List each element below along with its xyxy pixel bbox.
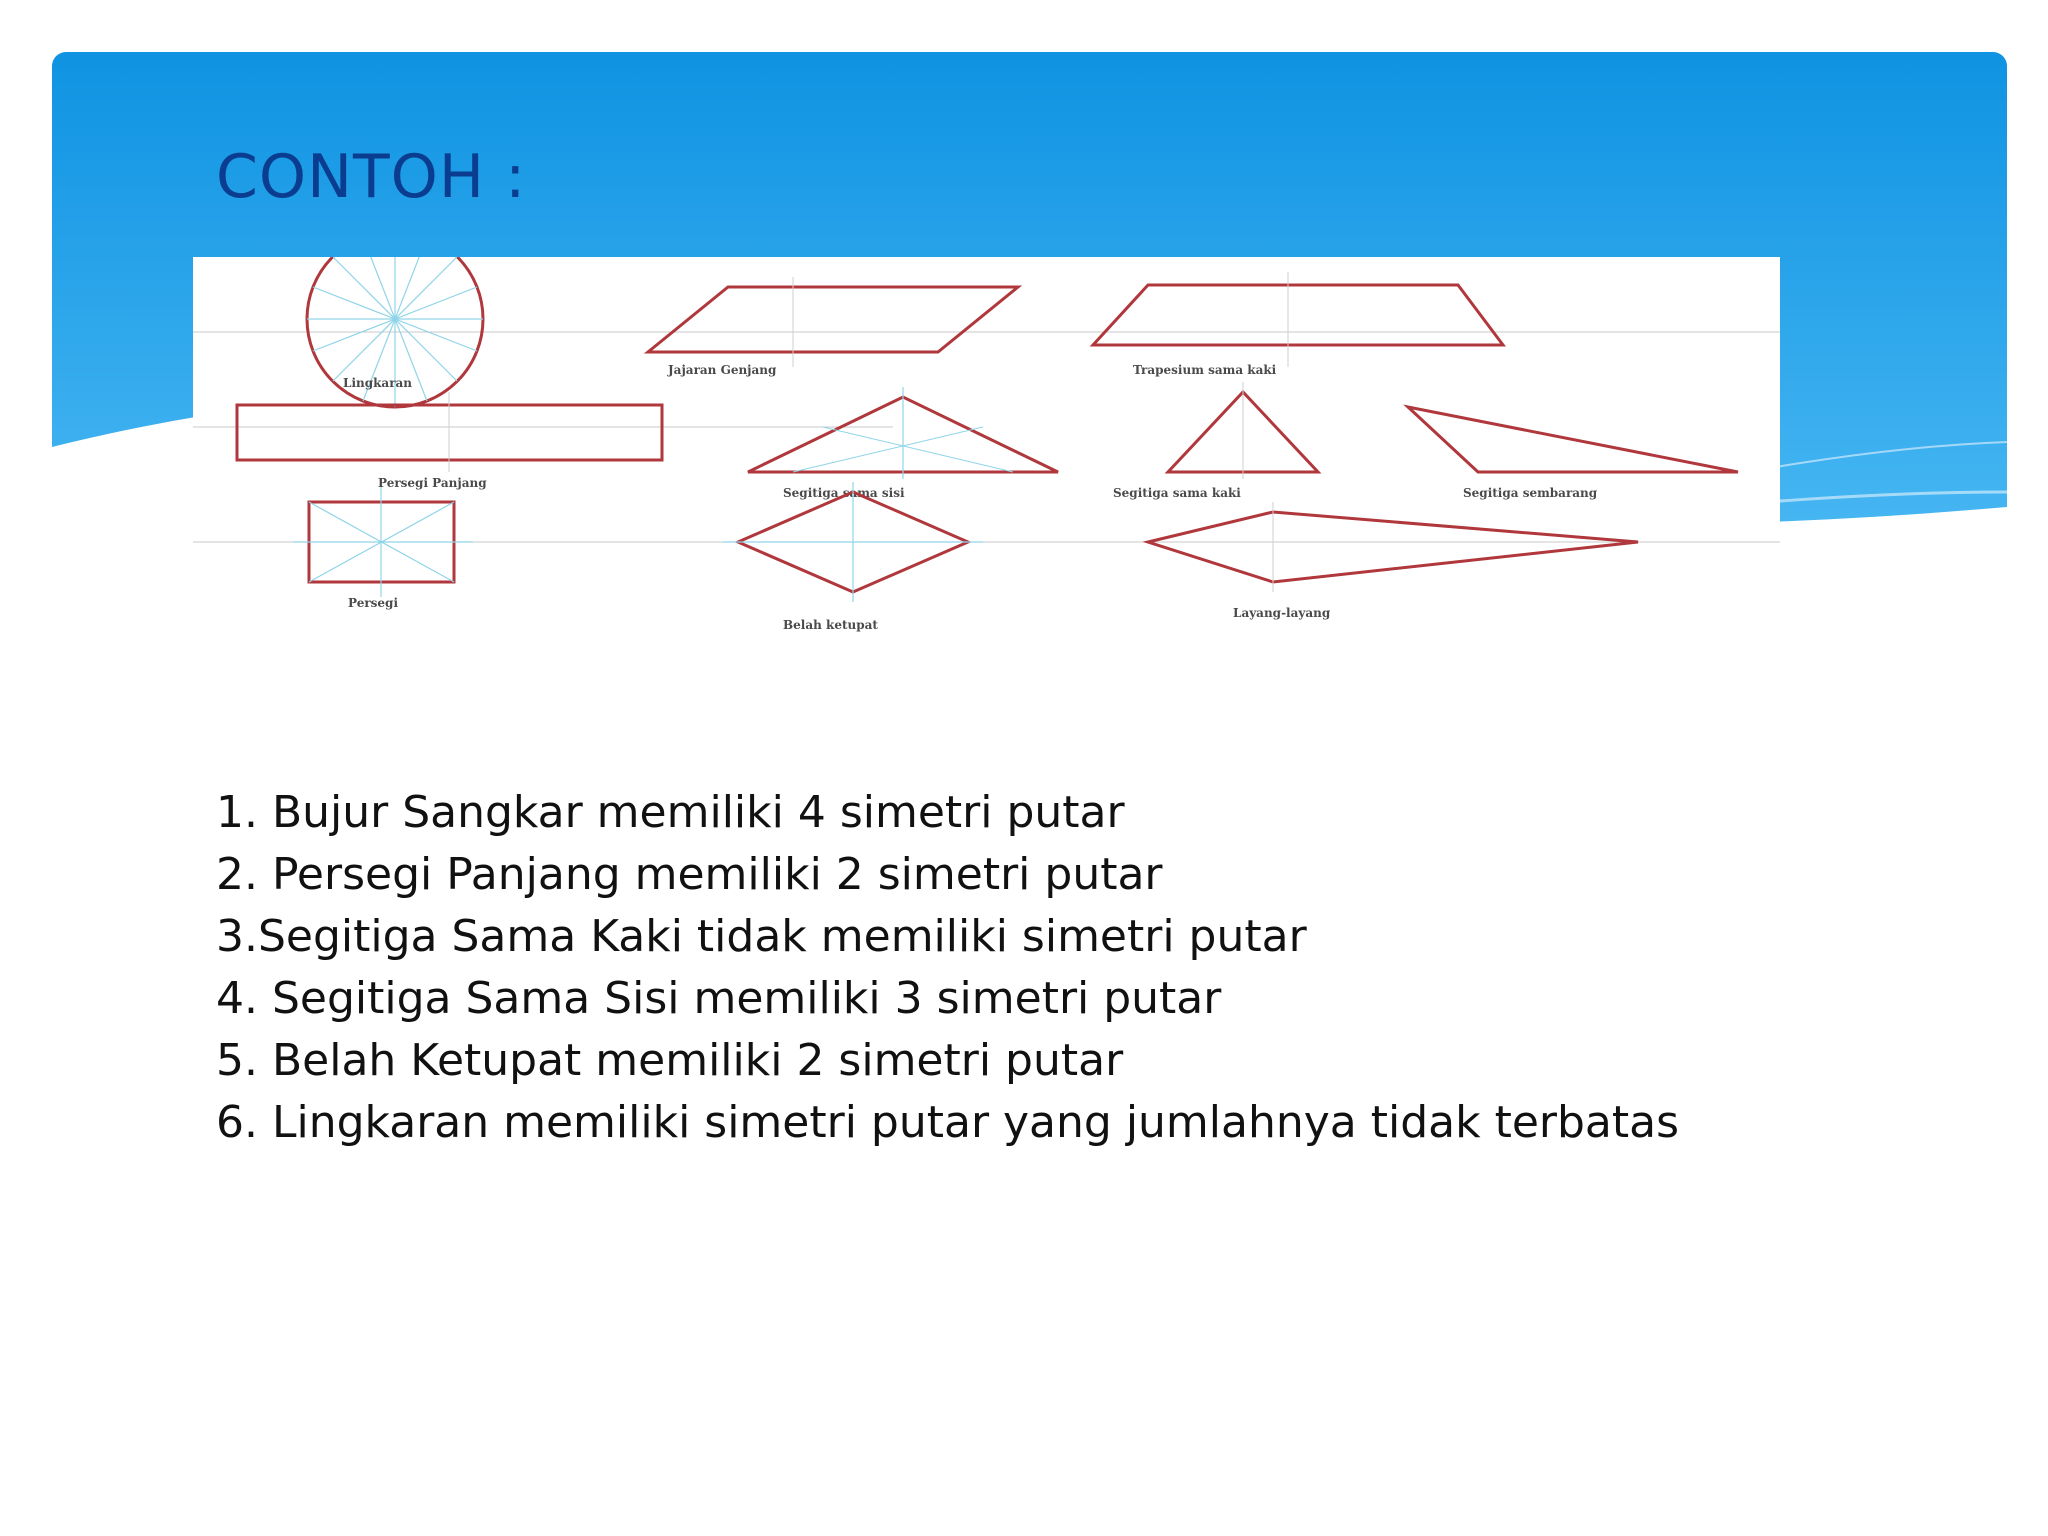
slide-title: CONTOH : <box>216 142 527 212</box>
kite-shape <box>1148 502 1638 620</box>
label-belah-ketupat: Belah ketupat <box>783 618 878 632</box>
label-jajaran-genjang: Jajaran Genjang <box>668 363 777 377</box>
square-shape <box>293 487 473 610</box>
list-item: 5. Belah Ketupat memiliki 2 simetri putar <box>216 1035 1124 1086</box>
list-item: 3.Segitiga Sama Kaki tidak memiliki simetri putar <box>216 911 1307 962</box>
label-segitiga-sembarang: Segitiga sembarang <box>1463 486 1598 500</box>
shapes-figure <box>193 257 1780 647</box>
label-persegi: Persegi <box>348 596 398 610</box>
isosceles-triangle-shape <box>1113 382 1318 500</box>
equilateral-triangle-shape <box>748 387 1058 500</box>
list-item: 6. Lingkaran memiliki simetri putar yang jumlahnya tidak terbatas <box>216 1097 1680 1148</box>
list-item: 1. Bujur Sangkar memiliki 4 simetri putar <box>216 787 1125 838</box>
label-segitiga-sama-kaki: Segitiga sama kaki <box>1113 486 1241 500</box>
rhombus-shape <box>723 482 983 632</box>
scalene-triangle-shape <box>1408 407 1738 500</box>
label-persegi-panjang: Persegi Panjang <box>378 476 487 490</box>
list-item: 4. Segitiga Sama Sisi memiliki 3 simetri putar <box>216 973 1222 1024</box>
rectangle-shape <box>237 392 662 490</box>
label-segitiga-sama-sisi: Segitiga sama sisi <box>783 486 905 500</box>
parallelogram-shape <box>648 277 1018 377</box>
label-trapesium: Trapesium sama kaki <box>1133 363 1277 377</box>
label-layang-layang: Layang-layang <box>1233 606 1331 620</box>
slide <box>52 52 2007 1536</box>
label-lingkaran: Lingkaran <box>343 376 413 390</box>
symmetry-list <box>216 782 1816 1154</box>
list-item: 2. Persegi Panjang memiliki 2 simetri putar <box>216 849 1163 900</box>
trapezoid-shape <box>1093 272 1503 377</box>
